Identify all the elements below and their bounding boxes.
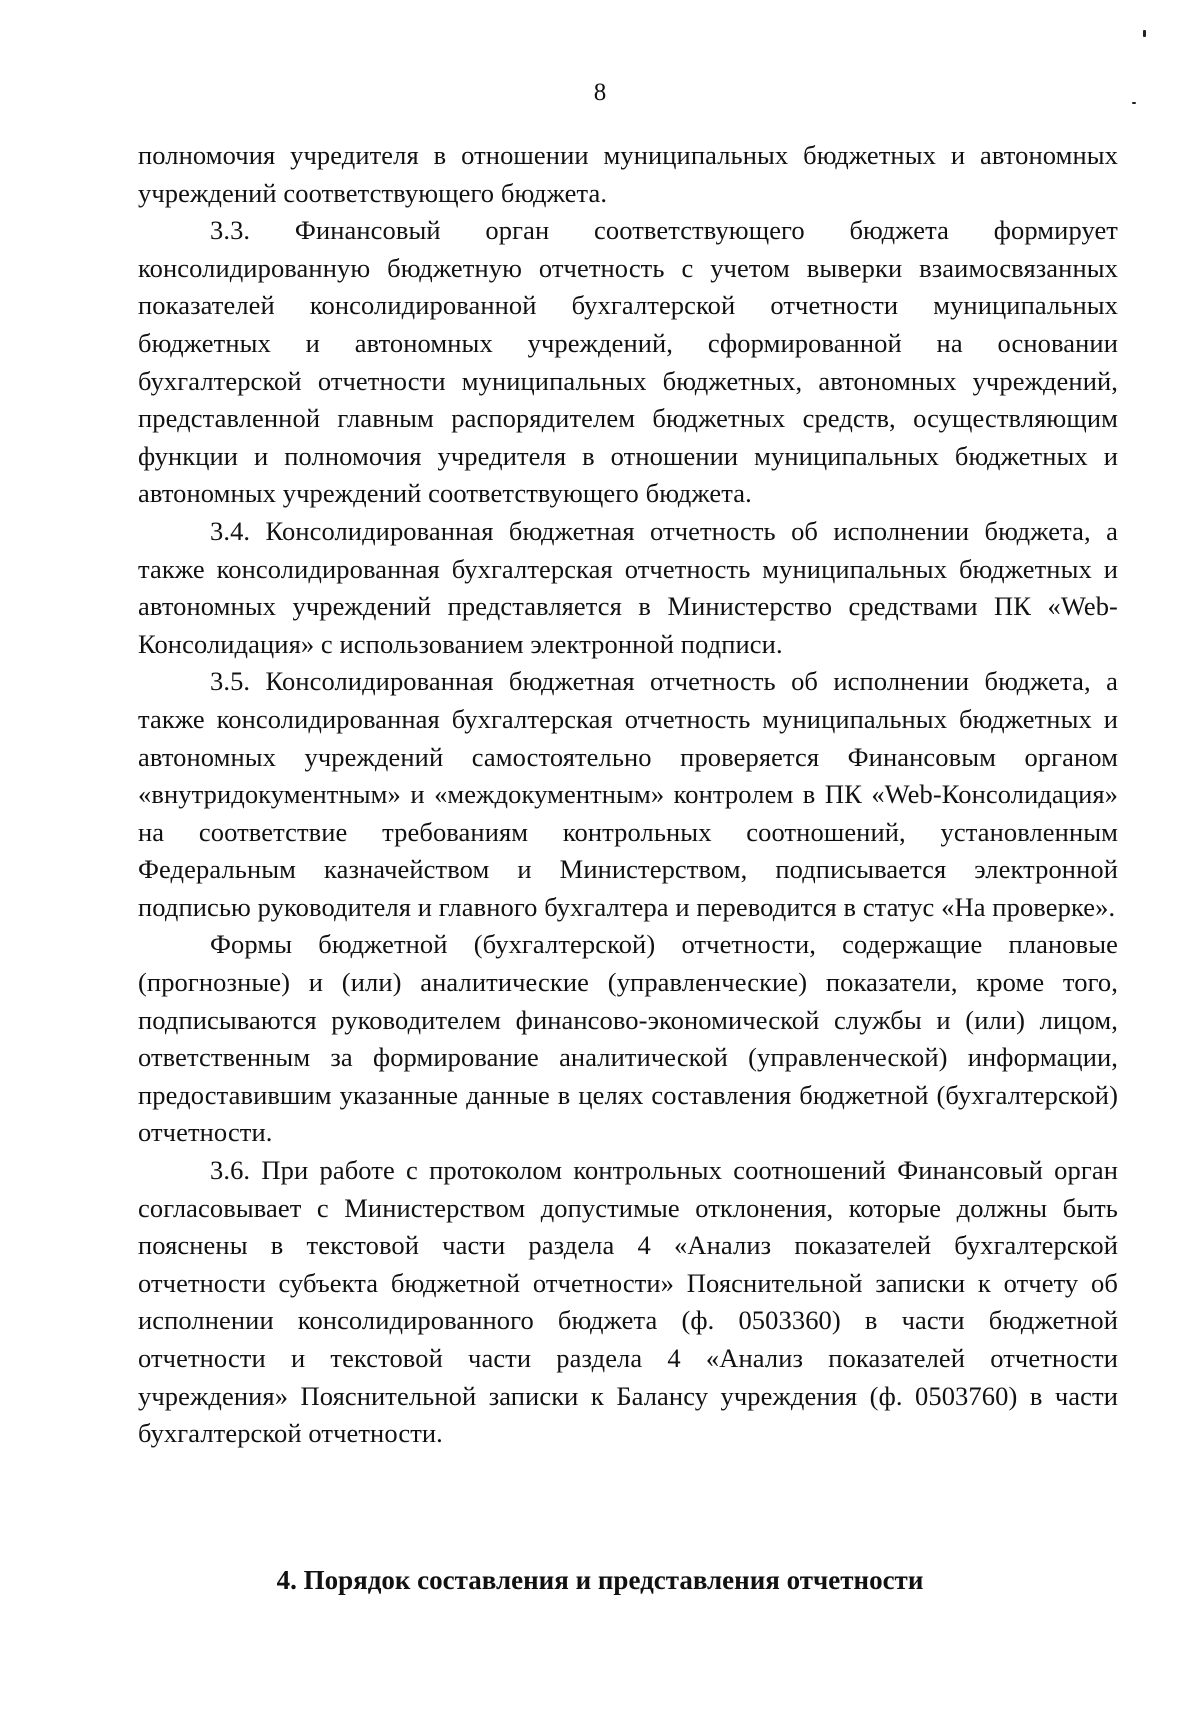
section-heading: 4. Порядок составления и представления отчетности	[276, 1565, 924, 1595]
paragraph-3-6: 3.6. При работе с протоколом контрольных соотношений Финансовый орган согласовывает с Министерством допустимые отклонения, которые должны быть пояснены в текстовой части раздела 4 «Анализ показателей бухгалтерской отчетности субъекта бюджетной отчетности» Пояснительной записки к отчету об исполнении консолидированного бюджета (ф. 0503360) в части бюджетной отчетности и текстовой части раздела 4 «Анализ показателей отчетности учреждения» Пояснительной записки к Балансу учреждения (ф. 0503760) в части бухгалтерской отчетности.	[138, 1155, 1118, 1449]
scan-speck	[1143, 30, 1146, 37]
paragraph-continuation: полномочия учредителя в отношении муниципальных бюджетных и автономных учреждений соответствующего бюджета.	[138, 140, 1118, 208]
paragraph-3-4: 3.4. Консолидированная бюджетная отчетность об исполнении бюджета, а также консолидированная бухгалтерская отчетность муниципальных бюджетных и автономных учреждений представляется в Министерство средствами ПК «Web-Консолидация» с использованием электронной подписи.	[138, 515, 1118, 659]
document-body	[138, 137, 1118, 1453]
paragraph-forms: Формы бюджетной (бухгалтерской) отчетности, содержащие плановые (прогнозные) и (или) аналитические (управленческие) показатели, кроме того, подписываются руководителем финансово-экономической службы и (или) лицом, ответственным за формирование аналитической (управленческой) информации, предоставившим указанные данные в целях составления бюджетной (бухгалтерской) отчетности.	[138, 929, 1118, 1148]
paragraph-3-3: 3.3. Финансовый орган соответствующего бюджета формирует консолидированную бюджетную отчетность с учетом выверки взаимосвязанных показателей консолидированной бухгалтерской отчетности муниципальных бюджетных и автономных учреждений, сформированной на основании бухгалтерской отчетности муниципальных бюджетных, автономных учреждений, представленной главным распорядителем бюджетных средств, осуществляющим функции и полномочия учредителя в отношении муниципальных бюджетных и автономных учреждений соответствующего бюджета.	[138, 215, 1118, 509]
page-number: 8	[593, 79, 607, 106]
paragraph-3-5: 3.5. Консолидированная бюджетная отчетность об исполнении бюджета, а также консолидированная бухгалтерская отчетность муниципальных бюджетных и автономных учреждений самостоятельно проверяется Финансовым органом «внутридокументным» и «междокументным» контролем в ПК «Web-Консолидация» на соответствие требованиям контрольных соотношений, установленным Федеральным казначейством и Министерством, подписывается электронной подписью руководителя и главного бухгалтера и переводится в статус «На проверке».	[138, 666, 1118, 922]
